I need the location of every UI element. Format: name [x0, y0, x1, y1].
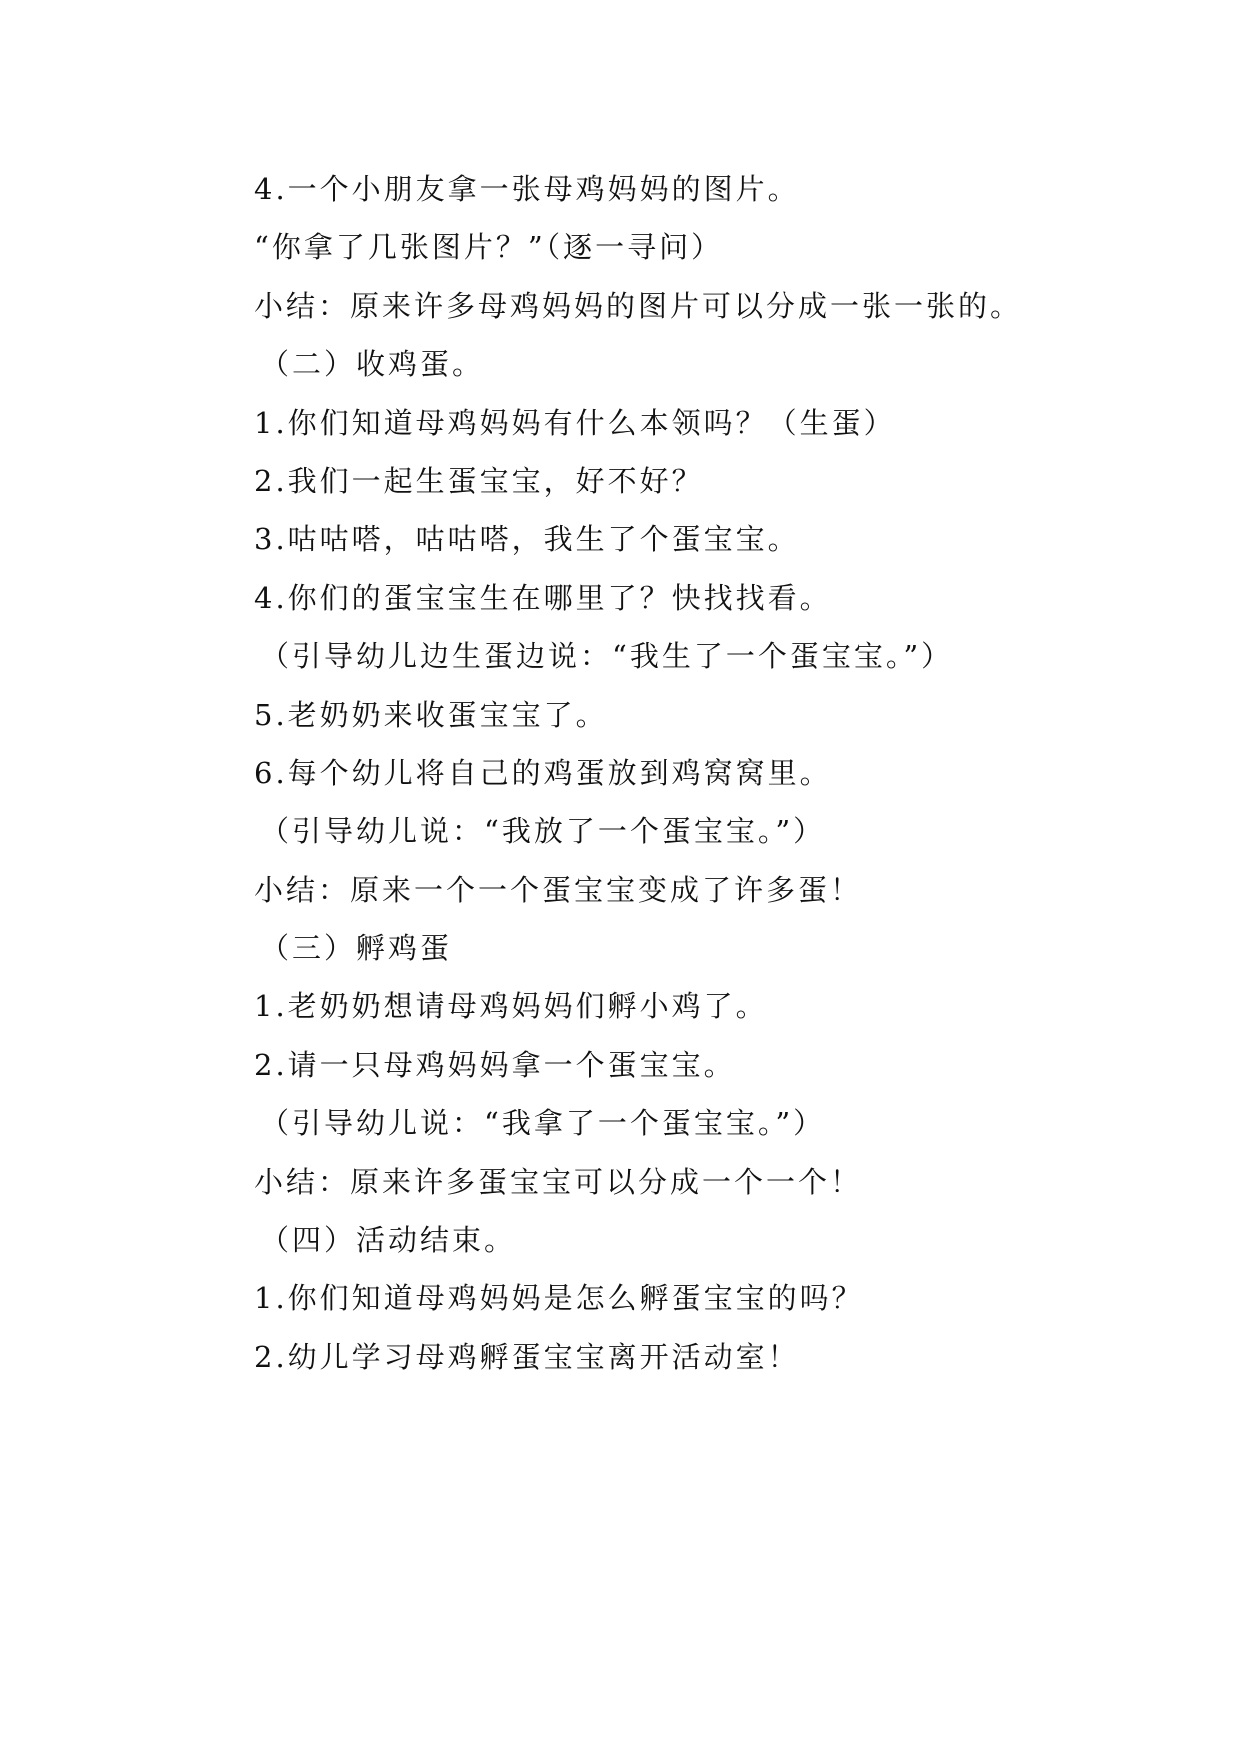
text-line: “你拿了几张图片？”（逐一寻问） — [254, 230, 724, 265]
guidance-note: （引导幼儿边生蛋边说：“我生了一个蛋宝宝。”） — [260, 639, 954, 674]
text-line: 2.幼儿学习母鸡孵蛋宝宝离开活动室！ — [254, 1339, 800, 1374]
text-line: 6.每个幼儿将自己的鸡蛋放到鸡窝窝里。 — [254, 755, 832, 790]
text-line: 2.我们一起生蛋宝宝，好不好？ — [254, 463, 704, 498]
text-line: 1.你们知道母鸡妈妈是怎么孵蛋宝宝的吗？ — [254, 1281, 864, 1316]
text-line: 4.一个小朋友拿一张母鸡妈妈的图片。 — [254, 172, 800, 206]
text-line: 1.老奶奶想请母鸡妈妈们孵小鸡了。 — [254, 989, 768, 1024]
summary-line: 小结：原来一个一个蛋宝宝变成了许多蛋！ — [254, 872, 863, 907]
section-heading: （二）收鸡蛋。 — [260, 347, 485, 382]
summary-line: 小结：原来许多蛋宝宝可以分成一个一个！ — [254, 1164, 863, 1199]
text-line: 3.咕咕嗒，咕咕嗒，我生了个蛋宝宝。 — [254, 522, 800, 557]
text-line: 1.你们知道母鸡妈妈有什么本领吗？（生蛋） — [254, 405, 896, 440]
section-heading: （四）活动结束。 — [260, 1223, 517, 1258]
text-line: 5.老奶奶来收蛋宝宝了。 — [254, 697, 608, 732]
guidance-note: （引导幼儿说：“我拿了一个蛋宝宝。”） — [260, 1106, 826, 1141]
summary-line: 小结：原来许多母鸡妈妈的图片可以分成一张一张的。 — [254, 288, 1023, 323]
section-heading: （三）孵鸡蛋 — [260, 931, 453, 966]
guidance-note: （引导幼儿说：“我放了一个蛋宝宝。”） — [260, 814, 826, 849]
text-line: 2.请一只母鸡妈妈拿一个蛋宝宝。 — [254, 1047, 736, 1082]
document-body — [254, 160, 1154, 1386]
text-line: 4.你们的蛋宝宝生在哪里了？快找找看。 — [254, 580, 832, 615]
